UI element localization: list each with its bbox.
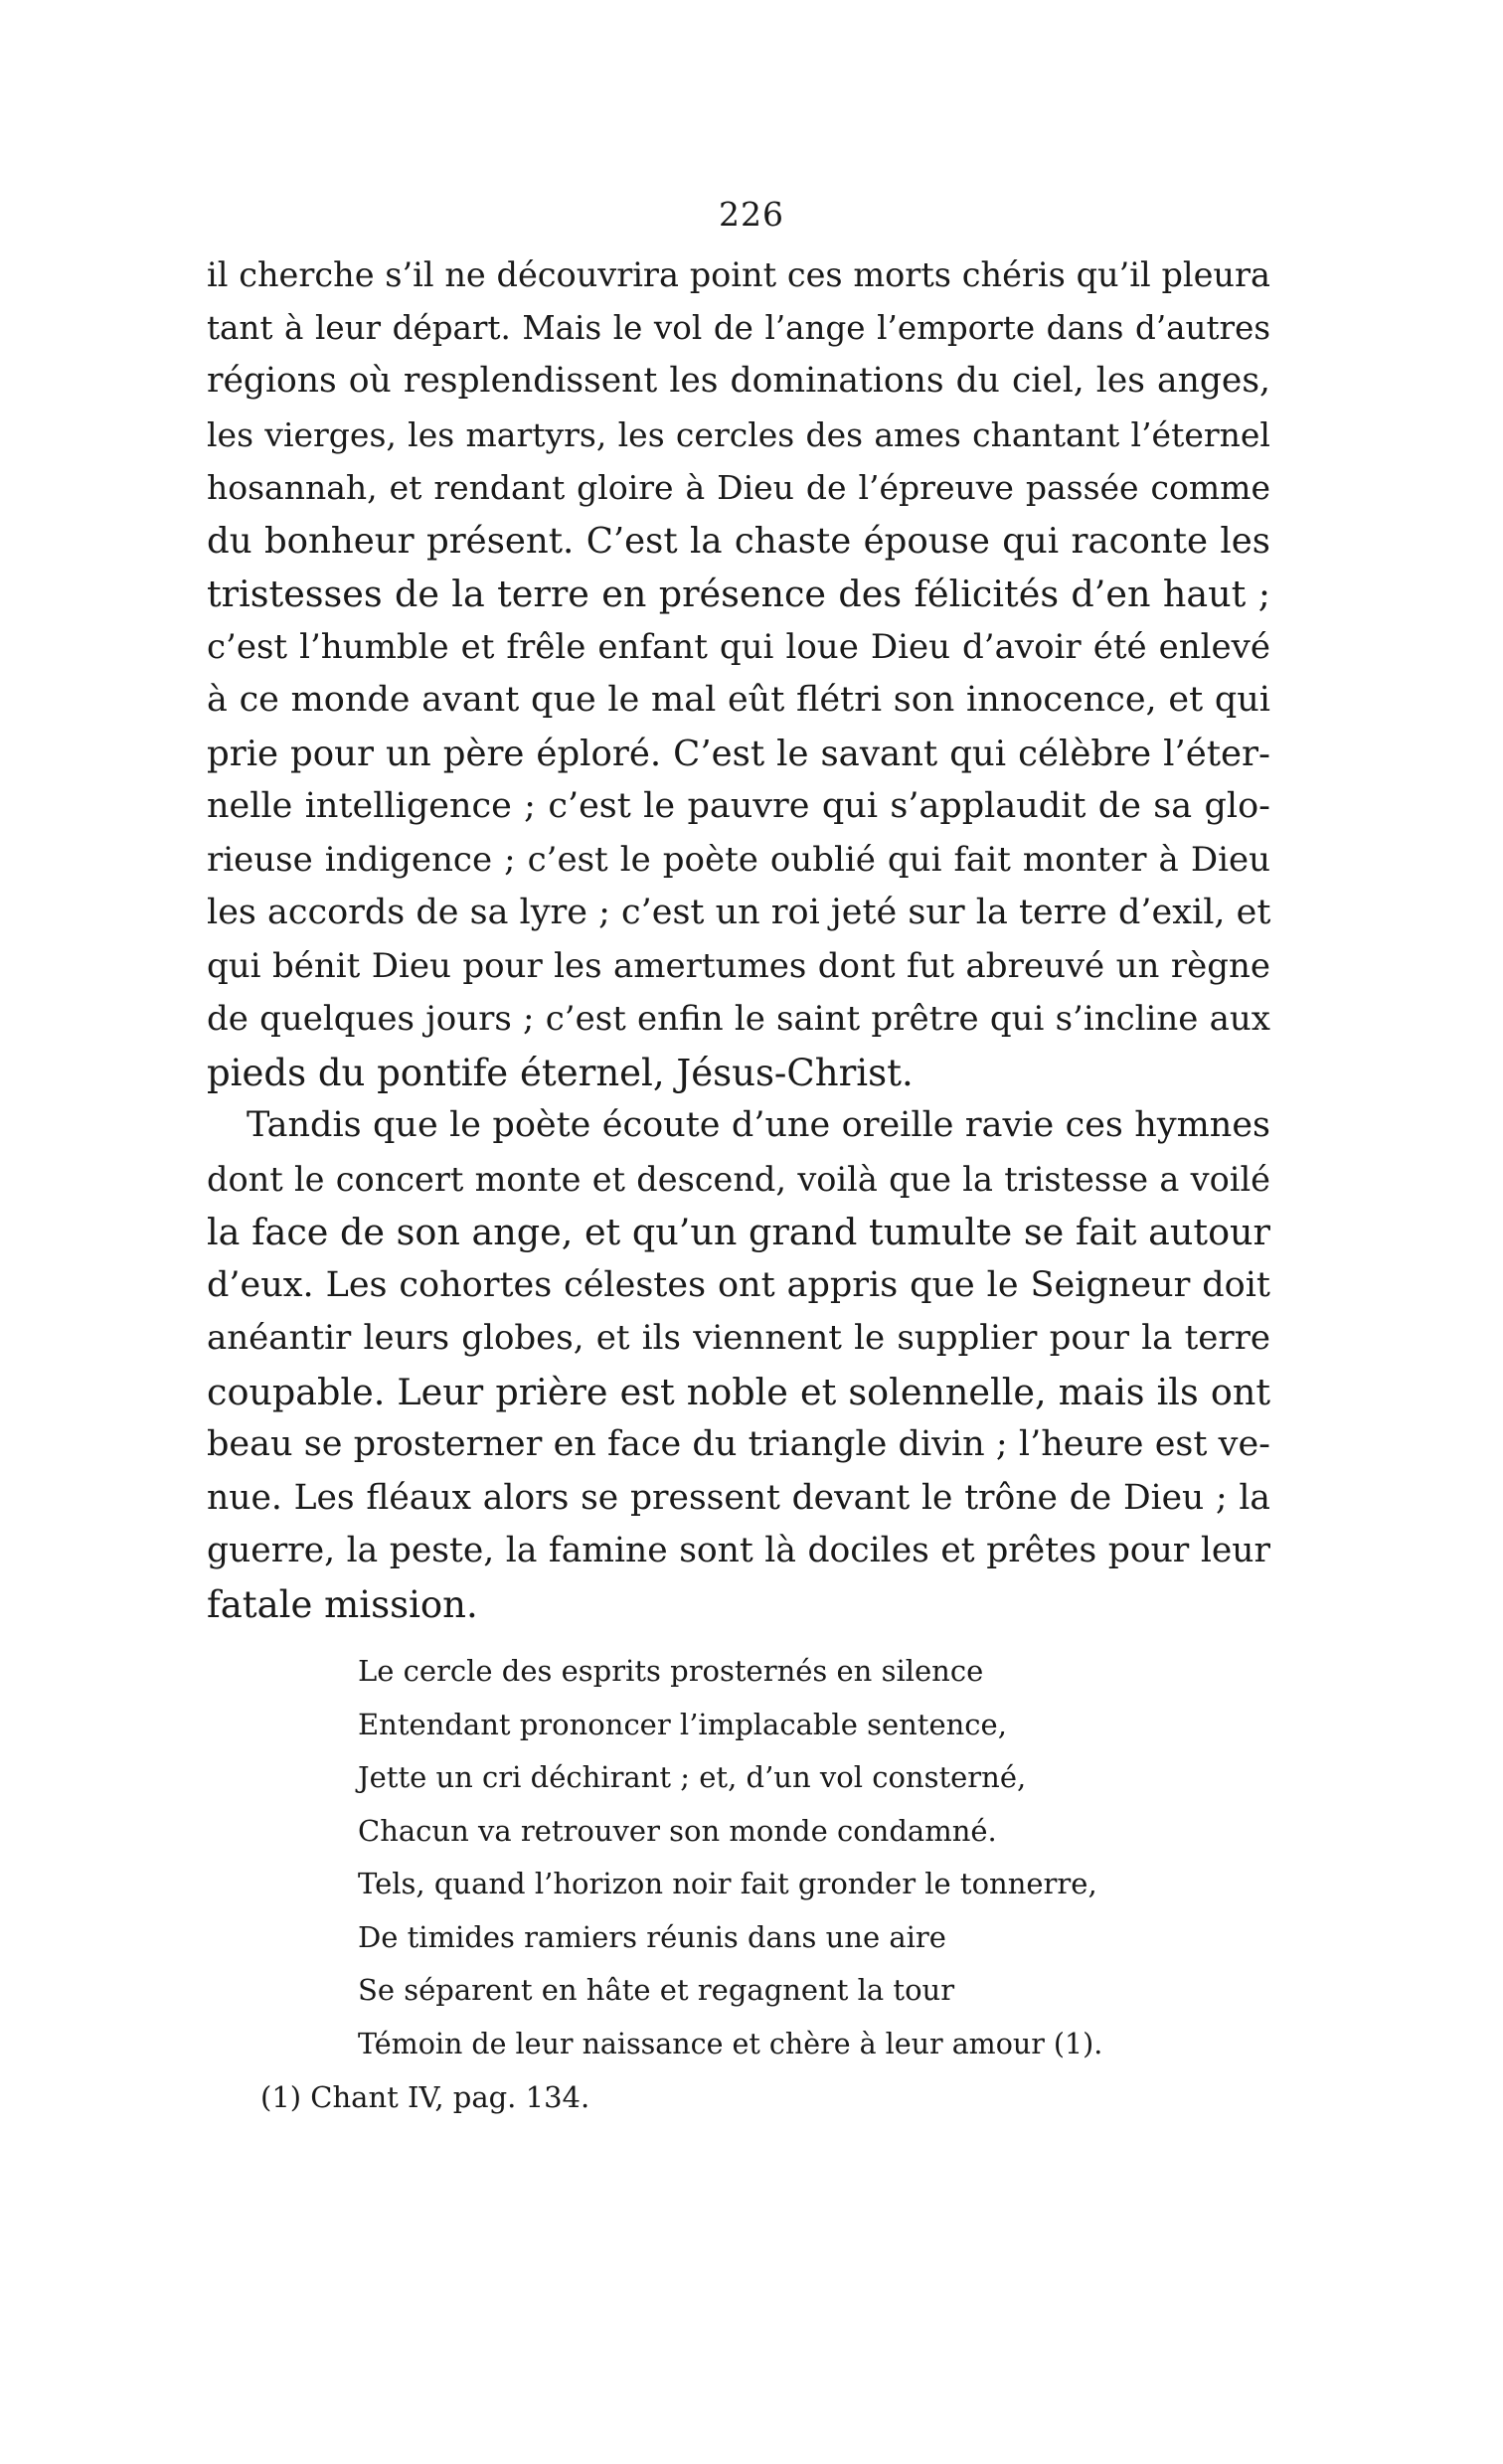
text-line: guerre, la peste, la famine sont là dociles et prêtes pour leur: [207, 1531, 1270, 1570]
text-line: beau se prosterner en face du triangle divin ; l’heure est ve-: [207, 1424, 1270, 1464]
paragraph-2: [207, 1099, 1270, 1631]
text-line: nue. Les fléaux alors se pressent devant le trône de Dieu ; la: [207, 1477, 1270, 1518]
text-line: d’eux. Les cohortes célestes ont appris que le Seigneur doit: [207, 1264, 1270, 1305]
text-line: il cherche s’il ne découvrira point ces morts chéris qu’il pleura: [207, 255, 1270, 294]
text-line: tristesses de la terre en présence des félicités d’en haut ;: [207, 573, 1270, 615]
text-line: anéantir leurs globes, et ils viennent le supplier pour la terre: [207, 1318, 1270, 1358]
text-line: régions où resplendissent les dominations du ciel, les anges,: [207, 361, 1270, 401]
text-line: qui bénit Dieu pour les amertumes dont fut abreuvé un règne: [207, 945, 1270, 986]
text-line: fatale mission.: [207, 1582, 478, 1626]
verse-line: Chacun va retrouver son monde condamné.: [358, 1813, 997, 1848]
footnote: (1) Chant IV, pag. 134.: [260, 2080, 590, 2114]
paragraph-1: [207, 248, 1270, 1099]
text-line: les accords de sa lyre ; c’est un roi jeté sur la terre d’exil, et: [207, 893, 1271, 932]
verse-line: Se séparent en hâte et regagnent la tour: [358, 1973, 955, 2007]
verse-line: Tels, quand l’horizon noir fait gronder le tonnerre,: [358, 1867, 1097, 1900]
verse-line: Témoin de leur naissance et chère à leur amour (1).: [358, 2027, 1103, 2060]
verse-quotation: [358, 1645, 1103, 2070]
verse-line: Jette un cri déchirant ; et, d’un vol consterné,: [358, 1760, 1027, 1794]
text-line: nelle intelligence ; c’est le pauvre qui s’applaudit de sa glo-: [207, 786, 1270, 826]
text-line: prie pour un père éploré. C’est le savant qui célèbre l’éter-: [207, 733, 1270, 774]
text-line: de quelques jours ; c’est enfin le saint prêtre qui s’incline aux: [207, 999, 1270, 1039]
text-line: pieds du pontife éternel, Jésus-Christ.: [207, 1051, 914, 1094]
verse-line: De timides ramiers réunis dans une aire: [358, 1919, 946, 1954]
body-text: [207, 248, 1270, 1631]
text-line: la face de son ange, et qu’un grand tumulte se fait autour: [207, 1211, 1270, 1253]
text-line: Tandis que le poète écoute d’une oreille ravie ces hymnes: [247, 1105, 1270, 1145]
text-line: dont le concert monte et descend, voilà que la tristesse a voilé: [207, 1159, 1270, 1199]
text-line: du bonheur présent. C’est la chaste épouse qui raconte les: [207, 520, 1270, 562]
text-line: à ce monde avant que le mal eût flétri son innocence, et qui: [207, 680, 1270, 720]
text-line: tant à leur départ. Mais le vol de l’ange l’emporte dans d’autres: [207, 308, 1270, 347]
text-line: c’est l’humble et frêle enfant qui loue Dieu d’avoir été enlevé: [207, 626, 1270, 667]
verse-line: Entendant prononcer l’implacable sentence,: [358, 1707, 1007, 1741]
page-number: 226: [719, 195, 784, 234]
text-line: rieuse indigence ; c’est le poète oublié qui fait monter à Dieu: [207, 839, 1270, 880]
text-line: hosannah, et rendant gloire à Dieu de l’épreuve passée comme: [207, 468, 1270, 507]
verse-line: Le cercle des esprits prosternés en silence: [358, 1654, 984, 1688]
text-line: coupable. Leur prière est noble et solennelle, mais ils ont: [207, 1370, 1270, 1413]
text-line: les vierges, les martyrs, les cercles des ames chantant l’éternel: [207, 414, 1270, 454]
